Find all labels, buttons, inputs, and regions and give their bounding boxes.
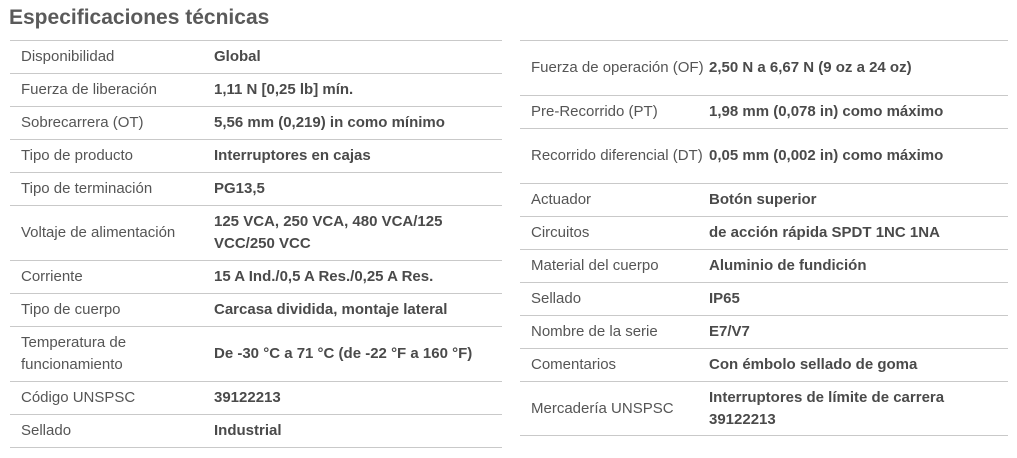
spec-label: Sellado	[531, 290, 582, 307]
spec-row	[520, 128, 1008, 183]
spec-row	[520, 348, 1008, 381]
spec-value: 39122213	[214, 389, 281, 406]
spec-value: PG13,5	[214, 180, 265, 197]
spec-label: Pre-Recorrido (PT)	[531, 103, 658, 120]
spec-value: 1,11 N [0,25 lb] mín.	[214, 81, 354, 98]
spec-value: E7/V7	[709, 323, 750, 340]
spec-row	[10, 293, 502, 326]
spec-value: 2,50 N a 6,67 N (9 oz a 24 oz)	[709, 59, 912, 76]
spec-row	[10, 172, 502, 205]
spec-value: Carcasa dividida, montaje lateral	[214, 301, 448, 318]
spec-label: Voltaje de alimentación	[21, 224, 176, 241]
spec-label: Sobrecarrera (OT)	[21, 114, 144, 131]
spec-row	[520, 381, 1008, 436]
page-title: Especificaciones técnicas	[9, 6, 270, 29]
spec-label: Tipo de cuerpo	[21, 301, 121, 318]
spec-label: Circuitos	[531, 224, 590, 241]
spec-row	[10, 106, 502, 139]
spec-row	[10, 205, 502, 260]
spec-row	[10, 326, 502, 381]
spec-row	[10, 381, 502, 414]
spec-row	[10, 73, 502, 106]
spec-row	[520, 249, 1008, 282]
spec-label: Actuador	[531, 191, 592, 208]
spec-label: Tipo de terminación	[21, 180, 153, 197]
spec-value: 15 A Ind./0,5 A Res./0,25 A Res.	[214, 268, 434, 285]
spec-value: IP65	[709, 290, 740, 307]
spec-row	[520, 40, 1008, 95]
spec-value: 1,98 mm (0,078 in) como máximo	[709, 103, 944, 120]
spec-value: De -30 °C a 71 °C (de -22 °F a 160 °F)	[214, 345, 473, 362]
spec-row	[520, 183, 1008, 216]
spec-label: Temperatura de funcionamiento	[21, 334, 127, 373]
spec-row	[520, 282, 1008, 315]
spec-row	[520, 95, 1008, 128]
spec-row	[10, 40, 502, 73]
spec-value: 5,56 mm (0,219) in como mínimo	[214, 114, 445, 131]
spec-value: Con émbolo sellado de goma	[709, 356, 918, 373]
spec-row	[10, 260, 502, 293]
specs-table-left	[10, 40, 502, 448]
spec-label: Fuerza de liberación	[21, 81, 157, 98]
spec-value: Botón superior	[709, 191, 817, 208]
spec-row	[10, 414, 502, 448]
spec-row	[520, 315, 1008, 348]
spec-label: Fuerza de operación (OF)	[531, 59, 704, 76]
spec-label: Mercadería UNSPSC	[531, 399, 674, 417]
spec-value: Global	[214, 48, 261, 65]
spec-value: de acción rápida SPDT 1NC 1NA	[709, 224, 940, 241]
spec-label: Material del cuerpo	[531, 257, 659, 274]
spec-value: Aluminio de fundición	[709, 257, 867, 274]
spec-label: Nombre de la serie	[531, 323, 658, 340]
spec-value: Industrial	[214, 422, 282, 439]
spec-label: Tipo de producto	[21, 147, 134, 164]
spec-value: Interruptores de límite de carrera 39122213	[709, 388, 945, 428]
spec-label: Disponibilidad	[21, 48, 115, 65]
specs-table-right	[520, 40, 1008, 436]
spec-value: Interruptores en cajas	[214, 147, 371, 164]
spec-label: Recorrido diferencial (DT)	[531, 147, 703, 164]
spec-label: Sellado	[21, 422, 72, 439]
spec-value: 0,05 mm (0,002 in) como máximo	[709, 147, 944, 164]
spec-row	[520, 216, 1008, 249]
spec-label: Código UNSPSC	[21, 389, 136, 406]
spec-row	[10, 139, 502, 172]
spec-label: Corriente	[21, 268, 83, 285]
spec-label: Comentarios	[531, 356, 617, 373]
spec-value: 125 VCA, 250 VCA, 480 VCA/125 VCC/250 VCC	[214, 213, 443, 252]
